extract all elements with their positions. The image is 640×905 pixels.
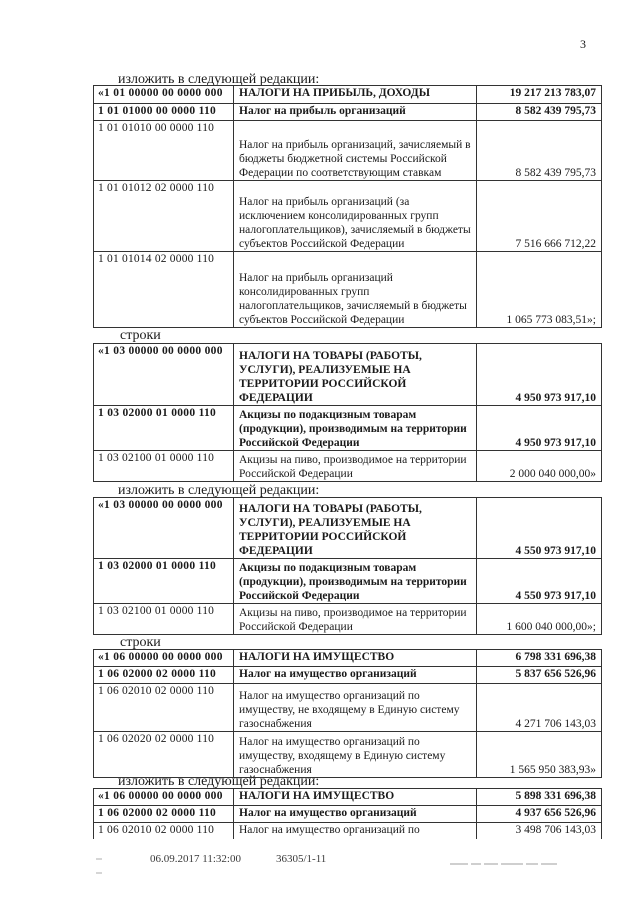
table-row xyxy=(94,104,602,121)
row-amount: 4 950 973 917,10 xyxy=(477,344,602,406)
footer-doc-id: 36305/1-11 xyxy=(276,853,327,865)
table-row xyxy=(94,667,602,684)
row-name: Налог на прибыль организаций (за исключением консолидированных групп налогоплательщиков), зачисляемый в бюджеты субъектов Российской Федерации xyxy=(234,181,477,252)
budget-table xyxy=(93,788,602,839)
row-amount: 4 937 656 526,96 xyxy=(477,806,602,823)
row-name: Налог на имущество организаций по имуществу, не входящему в Единую систему газоснабжения xyxy=(234,684,477,732)
scan-mark xyxy=(96,858,102,860)
table-row xyxy=(94,684,602,732)
row-amount: 4 550 973 917,10 xyxy=(477,498,602,559)
table-row xyxy=(94,650,602,667)
table-row xyxy=(94,451,602,482)
row-name: НАЛОГИ НА ИМУЩЕСТВО xyxy=(234,650,477,667)
row-amount: 5 898 331 696,38 xyxy=(477,789,602,806)
row-code: 1 06 02020 02 0000 110 xyxy=(94,732,234,778)
row-amount: 19 217 213 783,07 xyxy=(477,86,602,104)
row-amount: 2 000 040 000,00» xyxy=(477,451,602,482)
row-code: 1 03 02100 01 0000 110 xyxy=(94,604,234,635)
row-name: НАЛОГИ НА ТОВАРЫ (РАБОТЫ, УСЛУГИ), РЕАЛИЗУЕМЫЕ НА ТЕРРИТОРИИ РОССИЙСКОЙ ФЕДЕРАЦИИ xyxy=(234,498,477,559)
section-label-rows: строки xyxy=(120,328,161,343)
table-row xyxy=(94,806,602,823)
row-amount: 1 565 950 383,93» xyxy=(477,732,602,778)
row-name: Налог на прибыль организаций xyxy=(234,104,477,121)
budget-table xyxy=(93,343,602,482)
row-code: 1 01 01010 00 0000 110 xyxy=(94,121,234,181)
section-label-edit: изложить в следующей редакции: xyxy=(118,774,320,789)
row-code: «1 03 00000 00 0000 000 xyxy=(94,498,234,559)
table-row xyxy=(94,406,602,451)
table-row xyxy=(94,86,602,104)
row-amount: 4 550 973 917,10 xyxy=(477,559,602,604)
scan-mark xyxy=(96,872,102,874)
row-code: «1 06 00000 00 0000 000 xyxy=(94,650,234,667)
table-row xyxy=(94,823,602,839)
row-name: Налог на имущество организаций по имуществу, входящему в Единую систему газоснабжения xyxy=(234,732,477,778)
row-code: 1 06 02000 02 0000 110 xyxy=(94,667,234,684)
budget-table xyxy=(93,85,602,328)
row-amount: 4 950 973 917,10 xyxy=(477,406,602,451)
table-row xyxy=(94,604,602,635)
row-code: «1 06 00000 00 0000 000 xyxy=(94,789,234,806)
row-code: «1 01 00000 00 0000 000 xyxy=(94,86,234,104)
row-name: Акцизы на пиво, производимое на территории Российской Федерации xyxy=(234,451,477,482)
section-label-edit: изложить в следующей редакции: xyxy=(118,483,320,498)
row-code: 1 03 02100 01 0000 110 xyxy=(94,451,234,482)
row-name: Налог на имущество организаций по xyxy=(234,823,477,839)
row-code: 1 01 01014 02 0000 110 xyxy=(94,252,234,328)
table-row xyxy=(94,252,602,328)
row-amount: 4 271 706 143,03 xyxy=(477,684,602,732)
table-row xyxy=(94,732,602,778)
table-row xyxy=(94,181,602,252)
page-number: 3 xyxy=(580,37,586,51)
row-name: Налог на прибыль организаций консолидированных групп налогоплательщиков, зачисляемый в бюджеты субъектов Российской Федерации xyxy=(234,252,477,328)
row-amount: 3 498 706 143,03 xyxy=(477,823,602,839)
section-label-edit: изложить в следующей редакции: xyxy=(118,72,320,87)
row-code: 1 01 01000 00 0000 110 xyxy=(94,104,234,121)
row-code: 1 03 02000 01 0000 110 xyxy=(94,559,234,604)
row-name: НАЛОГИ НА ИМУЩЕСТВО xyxy=(234,789,477,806)
row-amount: 7 516 666 712,22 xyxy=(477,181,602,252)
row-amount: 1 065 773 083,51»; xyxy=(477,252,602,328)
row-amount: 1 600 040 000,00»; xyxy=(477,604,602,635)
row-code: 1 06 02010 02 0000 110 xyxy=(94,823,234,839)
row-code: 1 01 01012 02 0000 110 xyxy=(94,181,234,252)
row-name: Налог на имущество организаций xyxy=(234,806,477,823)
row-name: НАЛОГИ НА ТОВАРЫ (РАБОТЫ, УСЛУГИ), РЕАЛИЗУЕМЫЕ НА ТЕРРИТОРИИ РОССИЙСКОЙ ФЕДЕРАЦИИ xyxy=(234,344,477,406)
row-code: «1 03 00000 00 0000 000 xyxy=(94,344,234,406)
row-code: 1 03 02000 01 0000 110 xyxy=(94,406,234,451)
table-row xyxy=(94,498,602,559)
row-code: 1 06 02010 02 0000 110 xyxy=(94,684,234,732)
section-label-rows: строки xyxy=(120,635,161,650)
row-name: НАЛОГИ НА ПРИБЫЛЬ, ДОХОДЫ xyxy=(234,86,477,104)
table-row xyxy=(94,344,602,406)
footer-datetime: 06.09.2017 11:32:00 xyxy=(150,853,241,865)
budget-table xyxy=(93,497,602,635)
row-amount: 8 582 439 795,73 xyxy=(477,104,602,121)
table-row xyxy=(94,789,602,806)
row-name: Налог на имущество организаций xyxy=(234,667,477,684)
table-row xyxy=(94,121,602,181)
budget-table xyxy=(93,649,602,778)
row-name: Акцизы по подакцизным товарам (продукции), производимым на территории Российской Федерации xyxy=(234,406,477,451)
row-name: Акцизы по подакцизным товарам (продукции), производимым на территории Российской Федерации xyxy=(234,559,477,604)
row-amount: 5 837 656 526,96 xyxy=(477,667,602,684)
row-amount: 8 582 439 795,73 xyxy=(477,121,602,181)
row-code: 1 06 02000 02 0000 110 xyxy=(94,806,234,823)
footer-faint-marks xyxy=(450,852,590,862)
table-row xyxy=(94,559,602,604)
row-name: Налог на прибыль организаций, зачисляемый в бюджеты бюджетной системы Российской Федерации по соответствующим ставкам xyxy=(234,121,477,181)
row-name: Акцизы на пиво, производимое на территории Российской Федерации xyxy=(234,604,477,635)
row-amount: 6 798 331 696,38 xyxy=(477,650,602,667)
